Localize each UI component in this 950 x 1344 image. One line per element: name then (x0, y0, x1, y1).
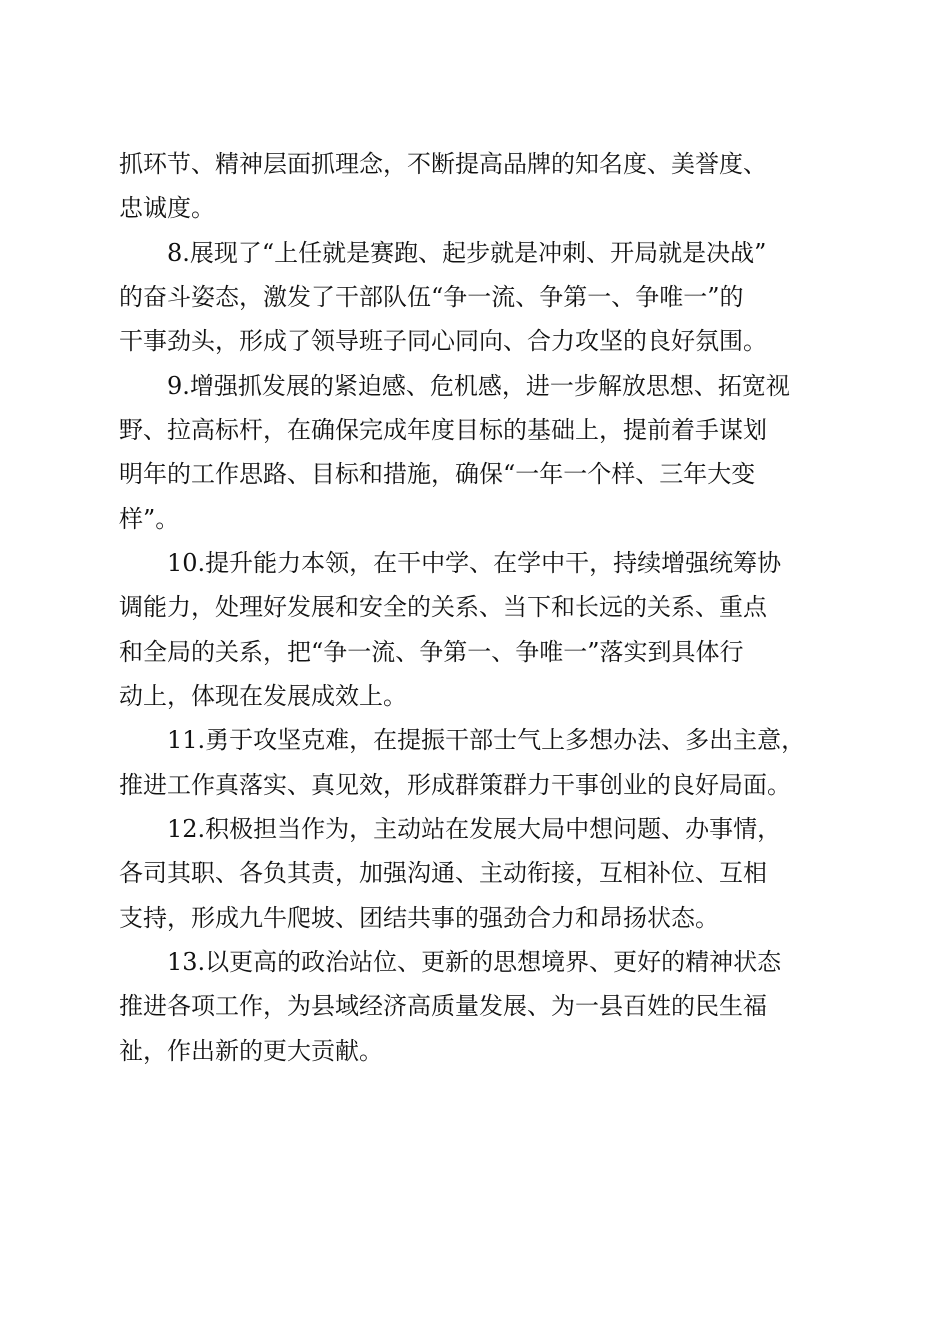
paragraph-9-start: 9.增强抓发展的紧迫感、危机感，进一步解放思想、拓宽视 (167, 372, 790, 400)
text-line: 祉，作出新的更大贡献。 (119, 1037, 383, 1065)
text-line: 各司其职、各负其责，加强沟通、主动衔接，互相补位、互相 (119, 859, 767, 887)
text-line: 调能力，处理好发展和安全的关系、当下和长远的关系、重点 (119, 593, 767, 621)
text-line: 样”。 (119, 505, 180, 533)
text-line: 推进工作真落实、真见效，形成群策群力干事创业的良好局面。 (119, 771, 791, 799)
text-line: 干事劲头，形成了领导班子同心同向、合力攻坚的良好氛围。 (119, 327, 767, 355)
text-line: 支持，形成九牛爬坡、团结共事的强劲合力和昂扬状态。 (119, 904, 719, 932)
text-line: 和全局的关系，把“争一流、争第一、争唯一”落实到具体行 (119, 638, 744, 666)
text-line: 野、拉高标杆，在确保完成年度目标的基础上，提前着手谋划 (119, 416, 767, 444)
paragraph-8-start: 8.展现了“上任就是赛跑、起步就是冲刺、开局就是决战” (167, 239, 767, 267)
text-line: 动上，体现在发展成效上。 (119, 682, 407, 710)
paragraph-12-start: 12.积极担当作为，主动站在发展大局中想问题、办事情， (167, 815, 782, 843)
text-line: 明年的工作思路、目标和措施，确保“一年一个样、三年大变 (119, 460, 756, 488)
paragraph-10-start: 10.提升能力本领，在干中学、在学中干，持续增强统筹协 (167, 549, 782, 577)
text-line: 的奋斗姿态，激发了干部队伍“争一流、争第一、争唯一”的 (119, 283, 744, 311)
text-line: 抓环节、精神层面抓理念，不断提高品牌的知名度、美誉度、 (119, 150, 767, 178)
paragraph-11-start: 11.勇于攻坚克难，在提振干部士气上多想办法、多出主意， (167, 726, 806, 754)
paragraph-13-start: 13.以更高的政治站位、更新的思想境界、更好的精神状态 (167, 948, 782, 976)
text-line: 推进各项工作，为县域经济高质量发展、为一县百姓的民生福 (119, 992, 767, 1020)
text-line: 忠诚度。 (119, 194, 215, 222)
